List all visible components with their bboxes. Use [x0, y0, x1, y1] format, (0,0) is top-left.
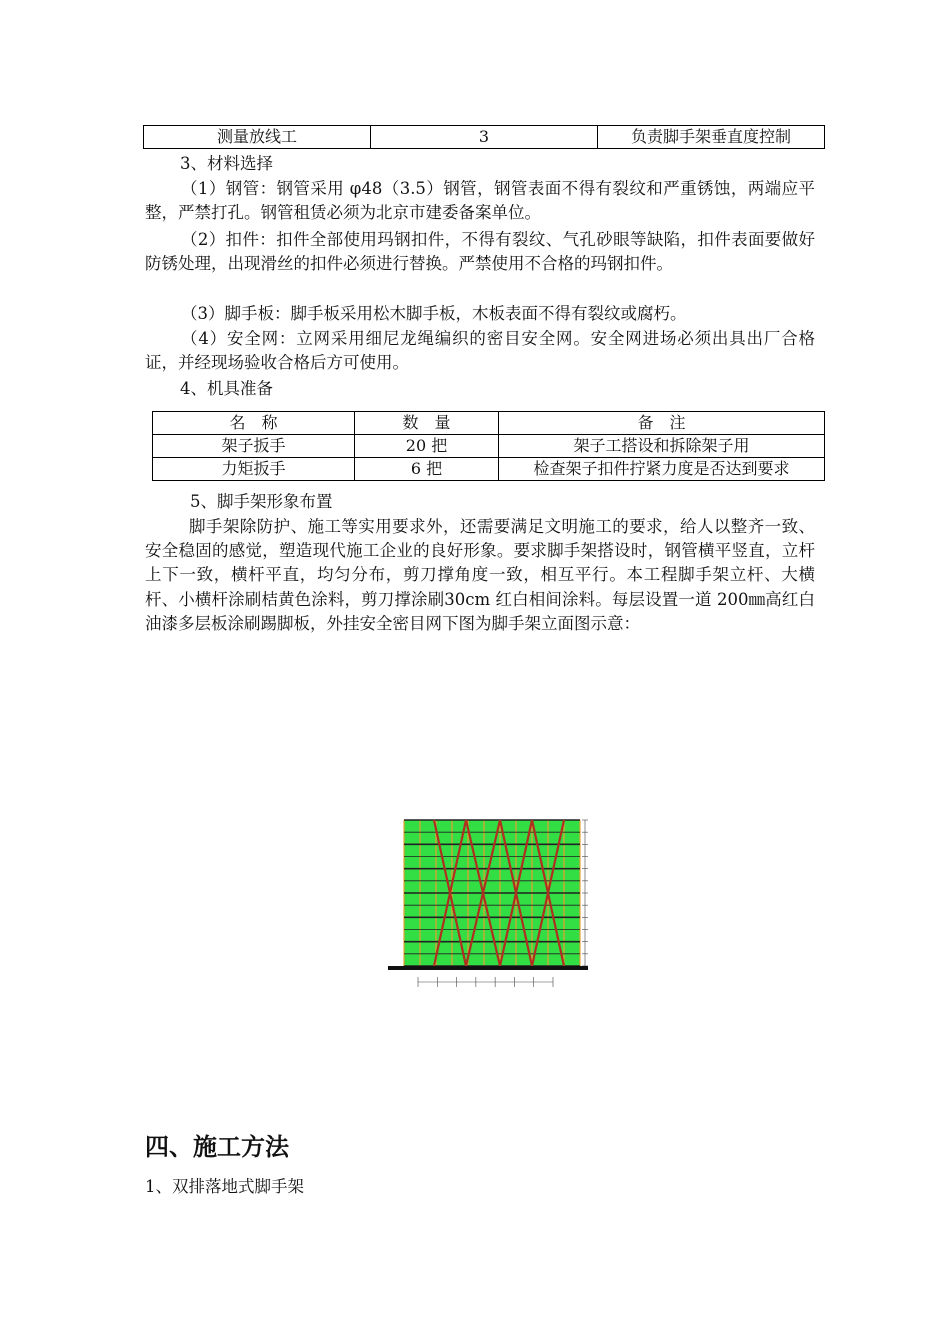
paragraph: （3）脚手板：脚手板采用松木脚手板，木板表面不得有裂纹或腐朽。 — [181, 304, 687, 323]
subsection-heading: 1、双排落地式脚手架 — [145, 1177, 304, 1196]
section-heading: 3、材料选择 — [180, 154, 273, 173]
paragraph: （2）扣件：扣件全部使用玛钢扣件，不得有裂纹、气孔砂眼等缺陷，扣件表面要做好防锈处理，出现滑丝的扣件必须进行替换。严禁使用不合格的玛钢扣件。 — [145, 230, 815, 274]
section-heading: 5、脚手架形象布置 — [190, 492, 333, 511]
table-cell: 负责脚手架垂直度控制 — [598, 126, 825, 149]
paragraph: （1）钢管：钢管采用 φ48（3.5）钢管，钢管表面不得有裂纹和严重锈蚀，两端应平整，严禁打孔。钢管租赁必须为北京市建委备案单位。 — [145, 179, 815, 223]
ground-line — [388, 966, 588, 970]
table-header-cell: 数 量 — [355, 412, 499, 435]
table-cell: 架子扳手 — [153, 435, 355, 458]
table-cell: 测量放线工 — [144, 126, 371, 149]
paragraph: 脚手架除防护、施工等实用要求外，还需要满足文明施工的要求，给人以整齐一致、安全稳固的感觉，塑造现代施工企业的良好形象。要求脚手架搭设时，钢管横平竖直，立杆上下一致，横杆平直，均匀分布，剪刀撑角度一致，相互平行。本工程脚手架立杆、大横杆、小横杆涂刷桔黄色涂料，剪刀撑涂刷30cm 红白相间涂料。每层设置一道 200㎜高红白油漆多层板涂刷踢脚板，外挂安全密目网下图为脚手架立面图示意： — [145, 517, 815, 633]
table-cell: 20 把 — [355, 435, 499, 458]
table-header-row — [153, 412, 825, 435]
table-cell: 力矩扳手 — [153, 458, 355, 481]
chapter-title: 四、施工方法 — [145, 1132, 289, 1161]
table-cell: 检查架子扣件拧紧力度是否达到要求 — [499, 458, 825, 481]
section-heading: 4、机具准备 — [180, 379, 273, 398]
table-cell: 架子工搭设和拆除架子用 — [499, 435, 825, 458]
paragraph: （4）安全网：立网采用细尼龙绳编织的密目安全网。安全网进场必须出具出厂合格证，并经现场验收合格后方可使用。 — [145, 329, 815, 373]
table-row — [153, 458, 825, 481]
table-row — [144, 126, 825, 149]
table-header-cell: 名 称 — [153, 412, 355, 435]
table-row — [153, 435, 825, 458]
tools-table — [152, 411, 825, 481]
scaffold-elevation-figure — [388, 806, 588, 992]
table-header-cell: 备 注 — [499, 412, 825, 435]
table-cell: 3 — [371, 126, 598, 149]
table-cell: 6 把 — [355, 458, 499, 481]
workers-table — [143, 125, 825, 149]
